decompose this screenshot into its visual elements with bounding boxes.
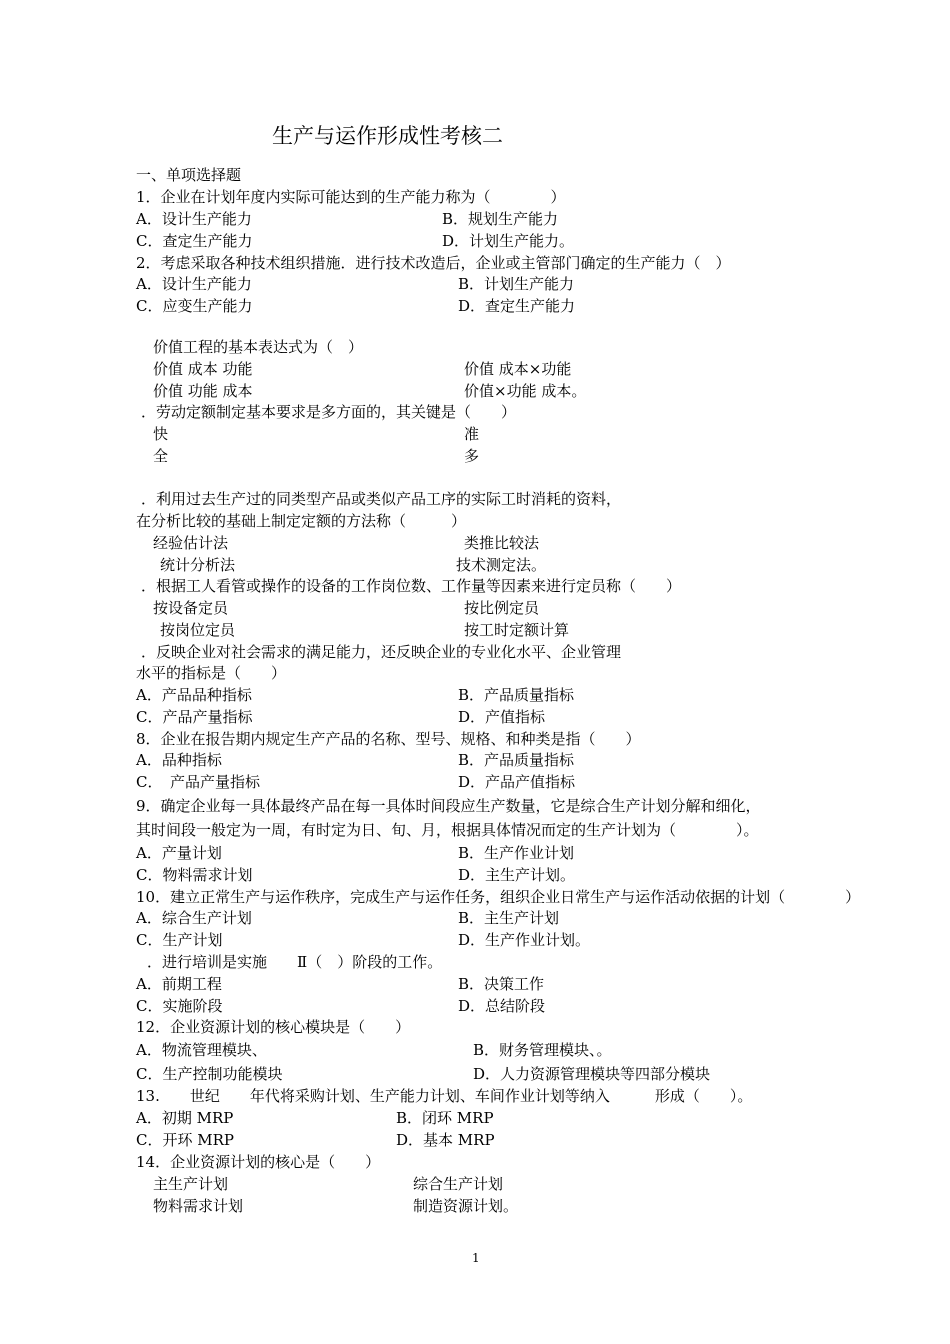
question-2-option-d: D．查定生产能力	[458, 297, 576, 315]
question-8-option-b: B．产品质量指标	[458, 751, 575, 769]
question-1-option-d: D．计划生产能力。	[442, 232, 575, 250]
question-5-stem-line-1: ．利用过去生产过的同类型产品或类似产品工序的实际工时消耗的资料，	[141, 490, 622, 508]
page-number: 1	[472, 1251, 480, 1265]
question-7-option-d: D．产值指标	[458, 708, 546, 726]
question-1-option-b: B．规划生产能力	[442, 210, 559, 228]
question-10-option-a: A．综合生产计划	[136, 909, 252, 927]
question-6-option-a: 按设备定员	[153, 599, 229, 617]
question-7-stem-line-2: 水平的指标是（ ）	[136, 664, 287, 682]
question-7-option-a: A．产品品种指标	[136, 686, 252, 704]
question-8-option-a: A．品种指标	[136, 751, 222, 769]
question-1-option-a: A．设计生产能力	[136, 210, 252, 228]
question-12-stem: 12．企业资源计划的核心模块是（ ）	[136, 1018, 411, 1036]
question-5-stem-line-2: 在分析比较的基础上制定定额的方法称（ ）	[136, 512, 467, 530]
question-5-option-b: 类推比较法	[464, 534, 540, 552]
question-9-option-a: A．产量计划	[136, 844, 222, 862]
question-4-stem: ．劳动定额制定基本要求是多方面的，其关键是（ ）	[141, 403, 517, 421]
question-4-option-a: 快	[153, 425, 169, 443]
question-5-option-d: 技术测定法。	[456, 556, 547, 574]
question-9-option-c: C．物料需求计划	[136, 866, 253, 884]
question-8-option-c: C． 产品产量指标	[136, 773, 260, 791]
question-3-option-b: 价值 成本×功能	[464, 360, 572, 378]
question-14-stem: 14．企业资源计划的核心是（ ）	[136, 1153, 381, 1171]
question-9-option-b: B．生产作业计划	[458, 844, 575, 862]
question-3-option-d: 价值×功能 成本。	[464, 382, 587, 400]
question-10-option-b: B．主生产计划	[458, 909, 560, 927]
question-2-option-c: C．应变生产能力	[136, 297, 253, 315]
question-8-stem: 8．企业在报告期内规定生产产品的名称、型号、规格、和种类是指（ ）	[136, 730, 641, 748]
question-14-option-b: 综合生产计划	[413, 1175, 504, 1193]
document-title: 生产与运作形成性考核二	[272, 124, 503, 148]
question-7-option-c: C．产品产量指标	[136, 708, 253, 726]
question-10-option-d: D．生产作业计划。	[458, 931, 591, 949]
question-12-option-c: C．生产控制功能模块	[136, 1065, 283, 1083]
question-11-option-c: C．实施阶段	[136, 997, 223, 1015]
question-11-option-b: B．决策工作	[458, 975, 545, 993]
question-6-option-b: 按比例定员	[464, 599, 540, 617]
question-2-option-b: B．计划生产能力	[458, 275, 575, 293]
question-14-option-c: 物料需求计划	[153, 1197, 244, 1215]
question-10-option-c: C．生产计划	[136, 931, 223, 949]
question-9-stem-line-2: 其时间段一般定为一周，有时定为日、旬、月，根据具体情况而定的生产计划为（ ）。	[136, 821, 759, 839]
question-6-option-d: 按工时定额计算	[464, 621, 570, 639]
question-14-option-d: 制造资源计划。	[413, 1197, 519, 1215]
question-7-stem-line-1: ．反映企业对社会需求的满足能力，还反映企业的专业化水平、企业管理	[141, 643, 622, 661]
question-4-option-c: 全	[153, 447, 169, 465]
question-12-option-d: D．人力资源管理模块等四部分模块	[473, 1065, 711, 1083]
question-7-option-b: B．产品质量指标	[458, 686, 575, 704]
question-3-option-a: 价值 成本 功能	[153, 360, 253, 378]
question-2-option-a: A．设计生产能力	[136, 275, 252, 293]
question-11-option-a: A．前期工程	[136, 975, 222, 993]
question-13-option-d: D．基本 MRP	[396, 1131, 495, 1149]
question-13-stem: 13. 世纪 年代将采购计划、生产能力计划、车间作业计划等纳入 形成（ ）。	[136, 1087, 753, 1105]
section-heading: 一、单项选择题	[136, 166, 242, 184]
question-5-option-a: 经验估计法	[153, 534, 229, 552]
question-13-option-a: A．初期 MRP	[136, 1109, 234, 1127]
question-5-option-c: 统计分析法	[160, 556, 236, 574]
question-1-option-c: C．查定生产能力	[136, 232, 253, 250]
question-10-stem: 10．建立正常生产与运作秩序，完成生产与运作任务，组织企业日常生产与运作活动依据的计划（ ）	[136, 888, 861, 906]
question-13-option-c: C．开环 MRP	[136, 1131, 234, 1149]
question-2-stem: 2．考虑采取各种技术组织措施．进行技术改造后，企业或主管部门确定的生产能力（ ）	[136, 254, 731, 272]
question-14-option-a: 主生产计划	[153, 1175, 229, 1193]
question-13-option-b: B．闭环 MRP	[396, 1109, 494, 1127]
question-12-option-b: B．财务管理模块、。	[473, 1041, 612, 1059]
question-4-option-d: 多	[464, 447, 480, 465]
question-11-option-d: D．总结阶段	[458, 997, 546, 1015]
question-3-stem: 价值工程的基本表达式为（ ）	[153, 338, 364, 356]
question-9-option-d: D．主生产计划。	[458, 866, 576, 884]
question-4-option-b: 准	[464, 425, 480, 443]
question-3-option-c: 价值 功能 成本	[153, 382, 253, 400]
question-1-stem: 1．企业在计划年度内实际可能达到的生产能力称为（ ）	[136, 188, 566, 206]
question-12-option-a: A．物流管理模块、	[136, 1041, 267, 1059]
question-8-option-d: D．产品产值指标	[458, 773, 576, 791]
question-9-stem-line-1: 9．确定企业每一具体最终产品在每一具体时间段应生产数量，它是综合生产计划分解和细化，	[136, 797, 761, 815]
question-11-stem: ．进行培训是实施 Ⅱ（ ）阶段的工作。	[147, 953, 443, 971]
question-6-stem: ．根据工人看管或操作的设备的工作岗位数、工作量等因素来进行定员称（ ）	[141, 577, 682, 595]
question-6-option-c: 按岗位定员	[160, 621, 236, 639]
